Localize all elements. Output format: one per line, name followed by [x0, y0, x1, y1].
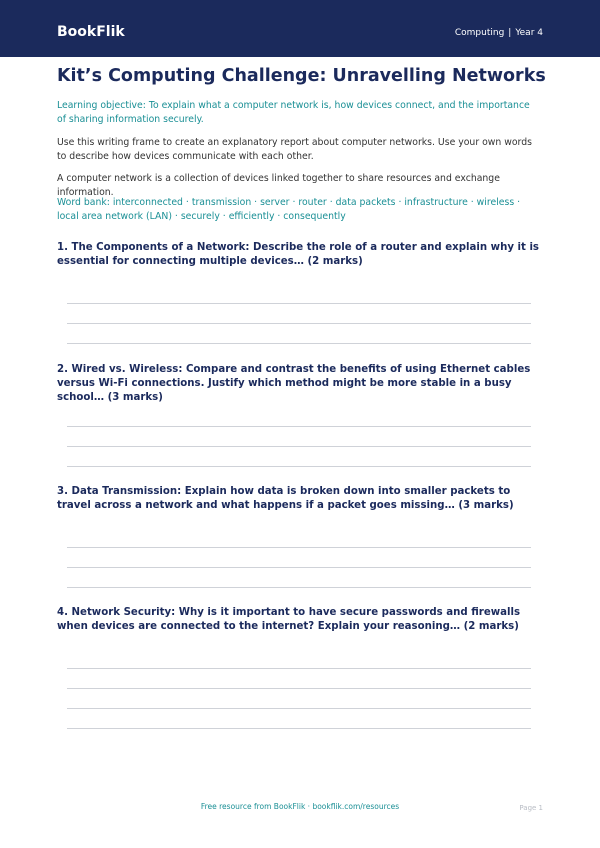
answer-line[interactable] — [67, 728, 531, 729]
separator: | — [508, 28, 512, 38]
answer-line[interactable] — [67, 343, 531, 344]
question-3: 3. Data Transmission: Explain how data is broken down into smaller packets to travel across a network and what happens if a packet goes missing… (3 marks) — [57, 486, 514, 511]
answer-line[interactable] — [67, 688, 531, 689]
header-bar — [0, 0, 600, 57]
answer-line[interactable] — [67, 426, 531, 427]
answer-line[interactable] — [67, 587, 531, 588]
answer-line[interactable] — [67, 446, 531, 447]
intro-text: Use this writing frame to create an explanatory report about computer networks. Use your own words to describe how devices communicate with each other. — [57, 137, 532, 162]
footer-resource-link[interactable]: Free resource from BookFlik · bookflik.com/resources — [200, 802, 400, 811]
answer-line[interactable] — [67, 567, 531, 568]
answer-line[interactable] — [67, 323, 531, 324]
subject-year-label — [455, 27, 543, 39]
answer-line[interactable] — [67, 303, 531, 304]
page-number: Page 1 — [519, 804, 543, 812]
answer-line[interactable] — [67, 547, 531, 548]
answer-line[interactable] — [67, 708, 531, 709]
word-bank: Word bank: interconnected · transmission · server · router · data packets · infrastructure · wireless · local area network (LAN) · securely · efficiently · consequently — [57, 197, 521, 222]
answer-line[interactable] — [67, 668, 531, 669]
definition-text: A computer network is a collection of devices linked together to share resources and exchange information. — [57, 173, 500, 198]
brand-logo-text: BookFlik — [57, 24, 125, 40]
answer-line[interactable] — [67, 466, 531, 467]
question-2: 2. Wired vs. Wireless: Compare and contrast the benefits of using Ethernet cables versus Wi-Fi connections. Justify which method might be more stable in a busy school… (3 marks) — [57, 364, 531, 403]
question-4: 4. Network Security: Why is it important to have secure passwords and firewalls when devices are connected to the internet? Explain your reasoning… (2 marks) — [57, 607, 521, 632]
page-title: Kit’s Computing Challenge: Unravelling Networks — [57, 66, 546, 86]
question-1: 1. The Components of a Network: Describe the role of a router and explain why it is essential for connecting multiple devices… (2 marks) — [57, 242, 539, 267]
year-label: Year 4 — [515, 28, 543, 38]
learning-objective: Learning objective: To explain what a computer network is, how devices connect, and the importance of sharing information securely. — [57, 100, 530, 125]
subject-label: Computing — [454, 28, 505, 38]
